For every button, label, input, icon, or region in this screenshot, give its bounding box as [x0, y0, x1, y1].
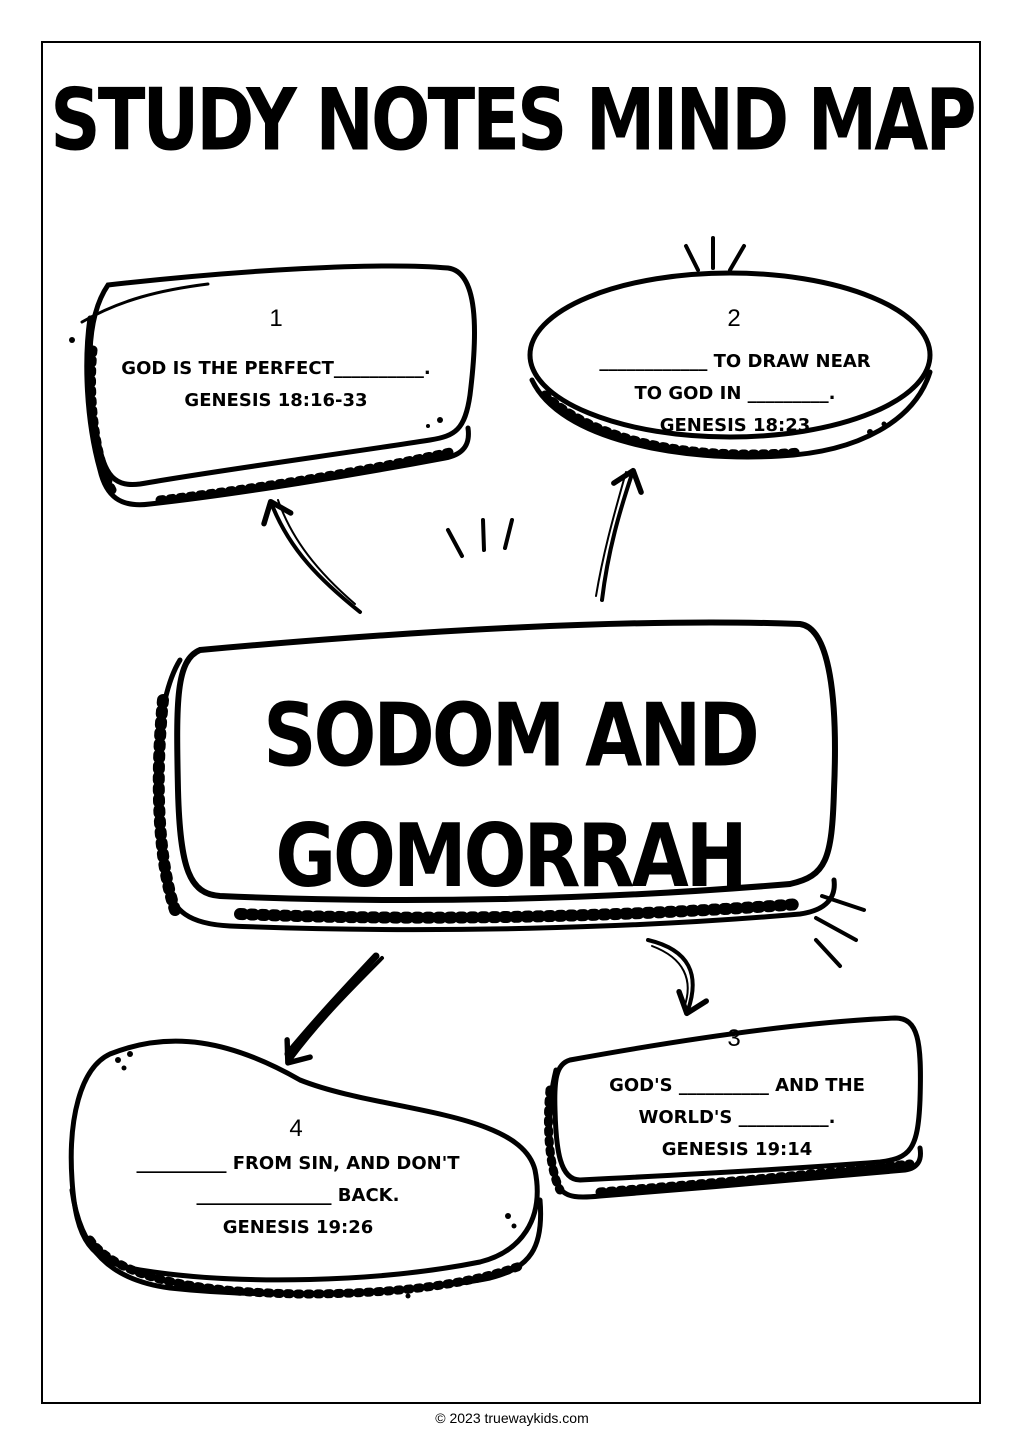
box-4-line-1: __________ FROM SIN, AND DON'T	[136, 1153, 460, 1174]
box-2-line-3: GENESIS 18:23	[659, 415, 811, 436]
copyright-footer: © 2023 truewaykids.com	[435, 1410, 589, 1426]
box-4-text	[96, 1148, 500, 1244]
box-1-line-2: GENESIS 18:16-33	[184, 390, 368, 411]
box-2-line-1: ____________ TO DRAW NEAR	[599, 351, 871, 372]
center-topic-line-2: GOMORRAH	[275, 805, 745, 908]
page-title: STUDY NOTES MIND MAP	[50, 70, 974, 171]
box-4-line-3: GENESIS 19:26	[222, 1217, 374, 1238]
box-1-line-1: GOD IS THE PERFECT__________.	[121, 358, 431, 379]
box-2-text	[560, 346, 910, 442]
box-4-number: 4	[289, 1115, 303, 1142]
box-1-text	[96, 353, 456, 417]
box-4-line-2: _______________ BACK.	[196, 1185, 400, 1206]
box-3-line-1: GOD'S __________ AND THE	[609, 1075, 865, 1096]
center-topic	[230, 676, 790, 917]
box-3-number: 3	[727, 1025, 741, 1052]
arrow-to-box-2	[602, 474, 632, 600]
box-2-line-2: TO GOD IN _________.	[634, 383, 836, 404]
box-3-line-2: WORLD'S __________.	[638, 1107, 836, 1128]
box-3-line-3: GENESIS 19:14	[661, 1139, 813, 1160]
box-3-text	[572, 1070, 902, 1166]
center-topic-line-1: SODOM AND	[263, 685, 757, 787]
arrow-to-box-4	[290, 958, 382, 1060]
box-2-number: 2	[727, 305, 741, 332]
box-1-number: 1	[269, 305, 283, 332]
